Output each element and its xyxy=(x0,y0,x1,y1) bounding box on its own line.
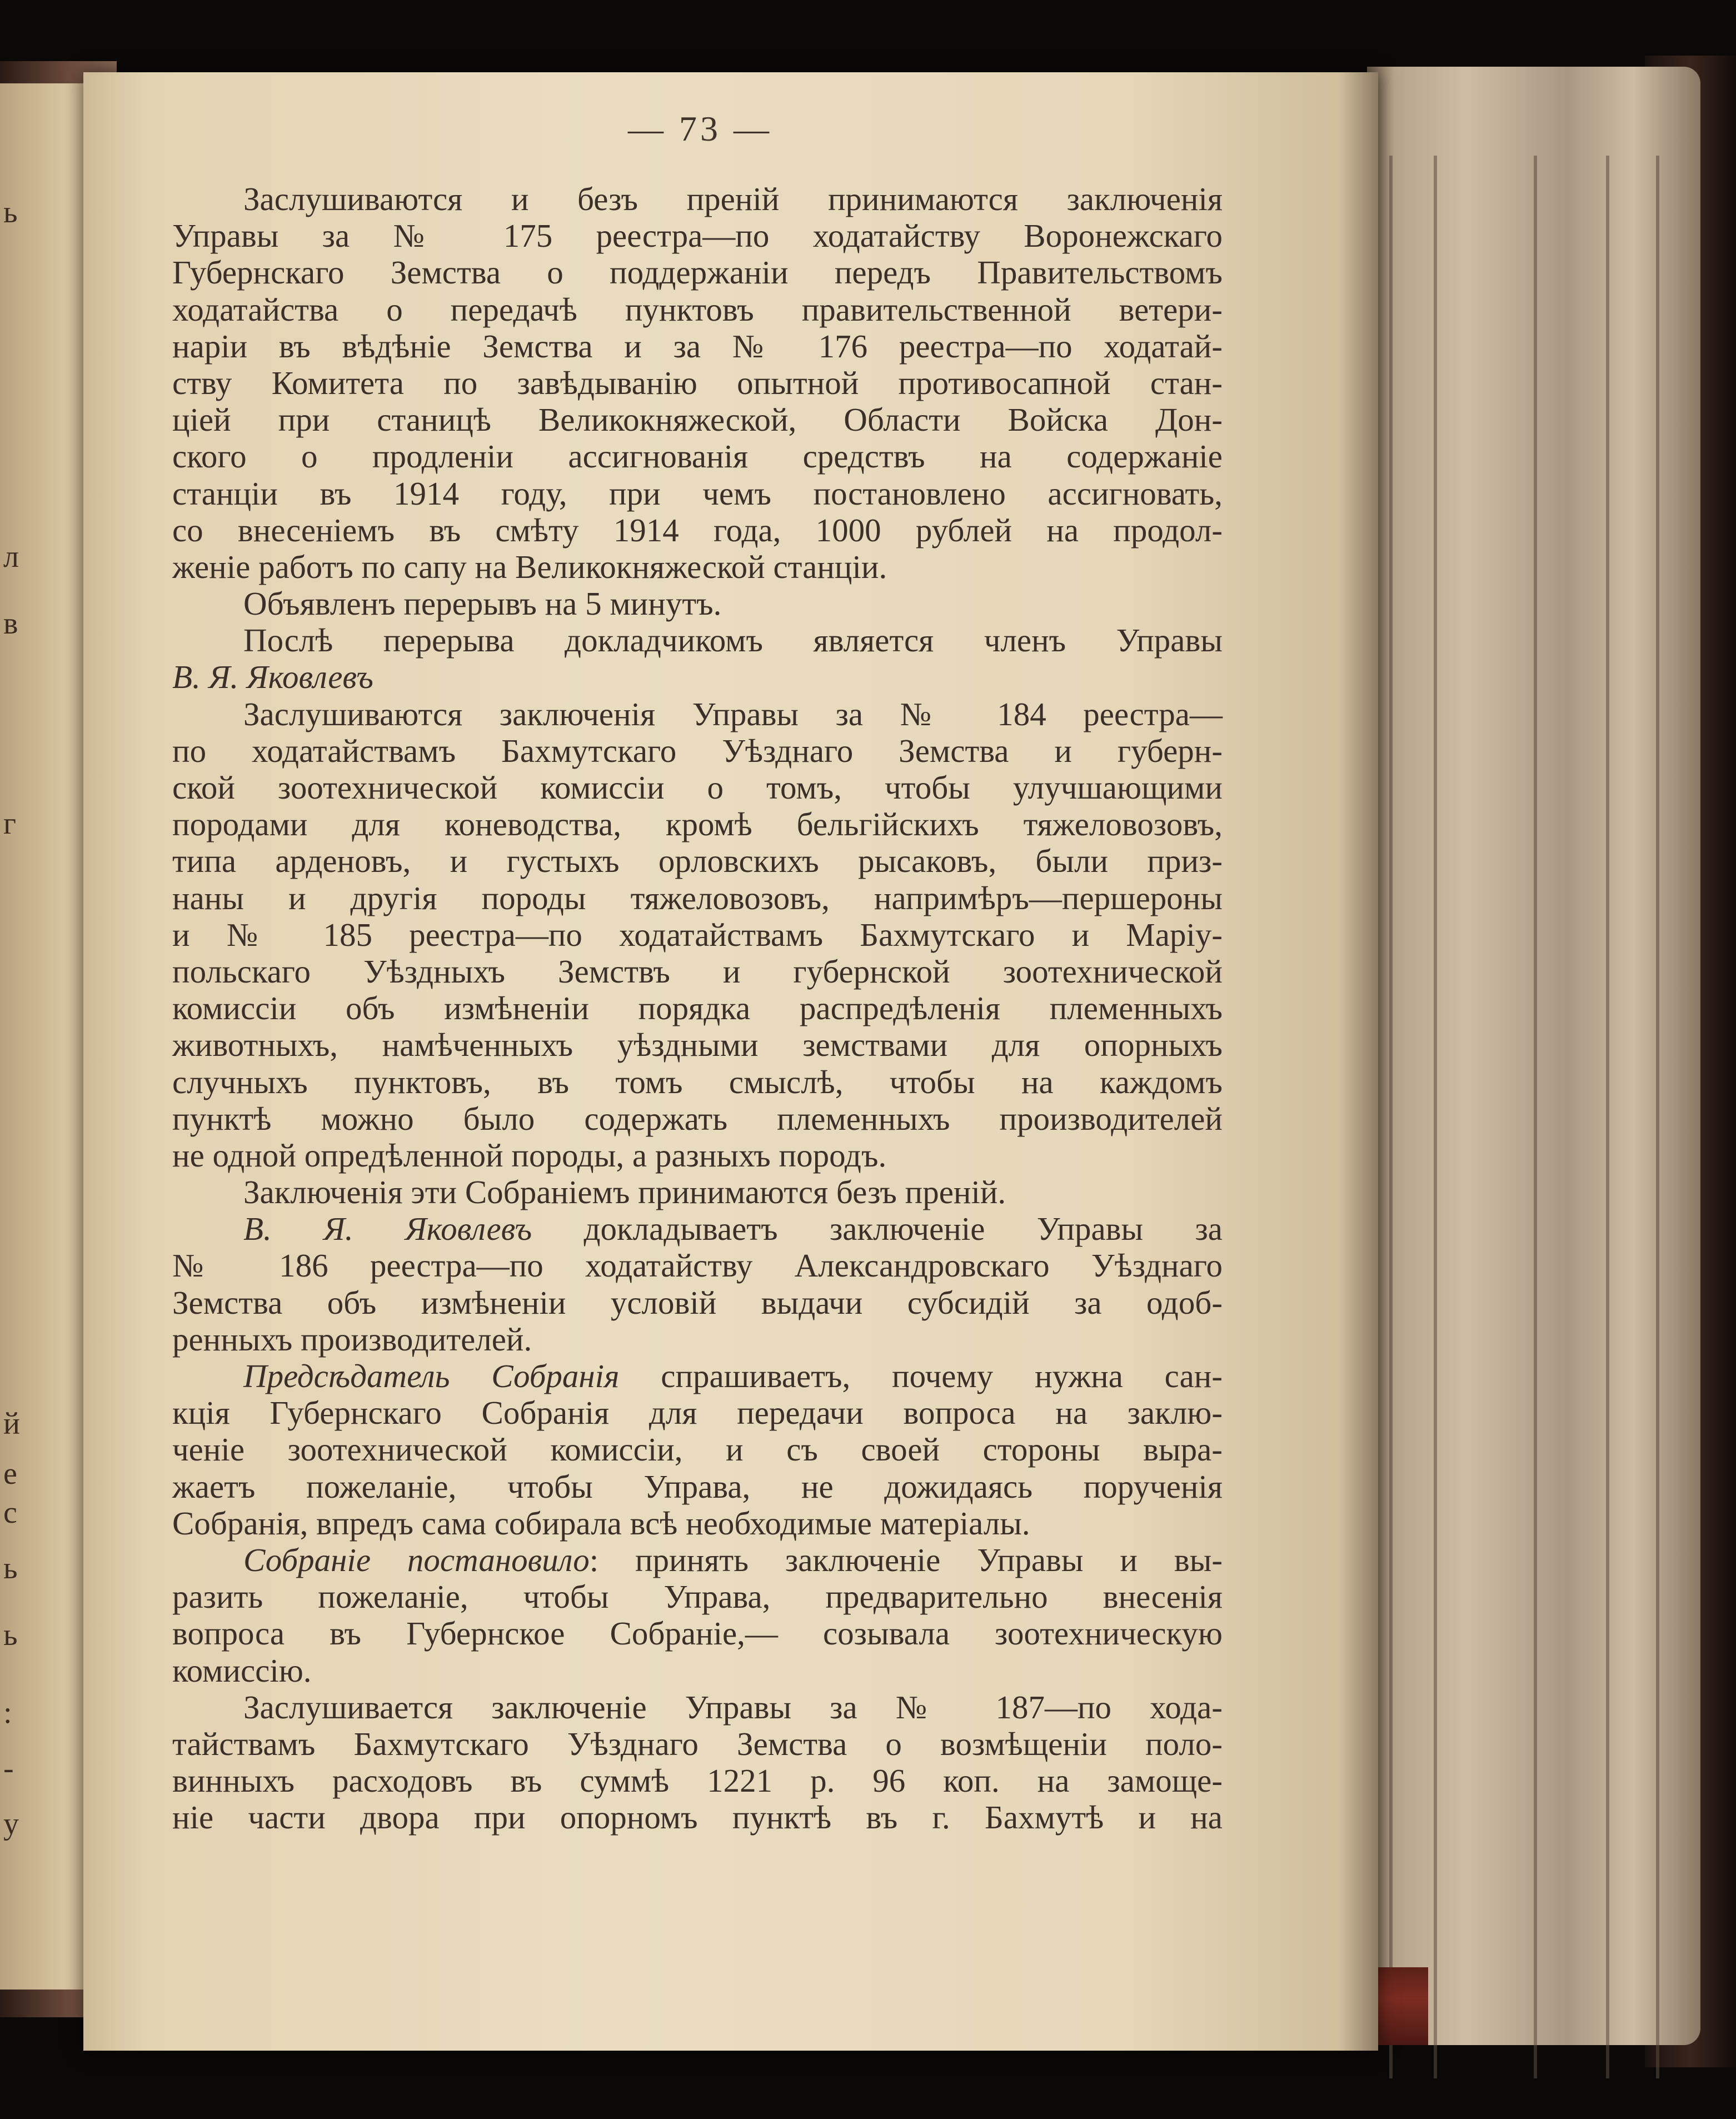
text-line xyxy=(172,512,1223,549)
text-line xyxy=(172,401,1223,438)
line-text: по ходатайствамъ Бахмутскаго Уѣзднаго Земства и губерн- xyxy=(172,732,1223,769)
text-line xyxy=(172,585,1223,622)
text-line xyxy=(172,1505,1223,1542)
text-line xyxy=(172,1100,1223,1137)
text-line xyxy=(172,842,1223,879)
text-line xyxy=(172,769,1223,806)
speaker-name: В. Я. Яковлевъ xyxy=(243,1210,532,1248)
text-line xyxy=(172,953,1223,990)
edge-glyph: - xyxy=(3,1751,14,1786)
line-text: животныхъ, намѣченныхъ уѣздными земствами для опорныхъ xyxy=(172,1026,1223,1064)
text-line xyxy=(172,1284,1223,1321)
line-text: ченіе зоотехнической комиссіи, и съ своей стороны выра- xyxy=(172,1431,1223,1468)
line-text: ской зоотехнической комиссіи о томъ, чтобы улучшающими xyxy=(172,769,1223,806)
line-text: ству Комитета по завѣдыванію опытной противосапной стан- xyxy=(172,364,1223,401)
text-line xyxy=(172,438,1223,475)
text-line xyxy=(172,291,1223,328)
line-text: со внесеніемъ въ смѣту 1914 года, 1000 рублей на продол- xyxy=(172,511,1223,549)
line-text: ходатайства о передачѣ пунктовъ правительственной ветери- xyxy=(172,291,1223,328)
line-text: Заслушиваются и безъ преній принимаются заключенія xyxy=(243,181,1223,217)
text-line xyxy=(172,1799,1223,1836)
line-text: ренныхъ производителей. xyxy=(172,1320,532,1358)
line-text: комиссіи объ измѣненіи порядка распредѣленія племенныхъ xyxy=(172,990,1223,1027)
line-text: пунктѣ можно было содержать племенныхъ производителей xyxy=(172,1100,1223,1137)
line-text: винныхъ расходовъ въ суммѣ 1221 р. 96 коп. на замоще- xyxy=(172,1762,1223,1799)
edge-glyph: с xyxy=(3,1495,17,1530)
line-text: Заслушиваются заключенія Управы за № 184 реестра— xyxy=(243,695,1223,732)
line-text: Послѣ перерыва докладчикомъ является членъ Управы xyxy=(243,622,1223,659)
text-line xyxy=(172,1726,1223,1762)
text-line xyxy=(172,1358,1223,1394)
text-line xyxy=(172,1247,1223,1284)
edge-glyph: ь xyxy=(3,1618,18,1652)
line-text: докладываетъ заключеніе Управы за xyxy=(532,1210,1223,1248)
text-line xyxy=(172,217,1223,254)
text-line xyxy=(172,732,1223,769)
edge-glyph: ь xyxy=(3,195,18,230)
text-line xyxy=(172,1064,1223,1100)
text-line xyxy=(172,990,1223,1026)
line-text: наріи въ вѣдѣніе Земства и за № 176 реестра—по ходатай- xyxy=(172,327,1223,365)
line-text: кція Губернскаго Собранія для передачи вопроса на заклю- xyxy=(172,1394,1223,1432)
text-line xyxy=(172,1468,1223,1505)
line-text: комиссію. xyxy=(172,1652,312,1689)
line-text: не одной опредѣленной породы, а разныхъ породъ. xyxy=(172,1136,887,1174)
text-line xyxy=(172,1689,1223,1726)
line-text: ского о продленіи ассигнованія средствъ на содержаніе xyxy=(172,438,1223,475)
text-line xyxy=(172,254,1223,291)
line-text: станціи въ 1914 году, при чемъ постановлено ассигновать, xyxy=(172,475,1223,512)
text-line xyxy=(172,880,1223,916)
text-line xyxy=(172,1615,1223,1652)
line-text: Заслушивается заключеніе Управы за № 187—по хода- xyxy=(243,1688,1223,1726)
text-line xyxy=(172,1026,1223,1063)
line-text: : принять заключеніе Управы и вы- xyxy=(589,1541,1223,1578)
line-text: Заключенія эти Собраніемъ принимаются безъ преній. xyxy=(243,1174,1006,1211)
left-page-edge-text xyxy=(0,83,33,1990)
page-edge xyxy=(1656,156,1659,2078)
page-body-text xyxy=(172,181,1223,1836)
line-text: ціей при станицѣ Великокняжеской, Области Войска Дон- xyxy=(172,401,1223,438)
page-edge xyxy=(1389,156,1393,2078)
text-line xyxy=(172,622,1223,659)
line-text: породами для коневодства, кромѣ бельгійскихъ тяжеловозовъ, xyxy=(172,806,1223,843)
line-text: разить пожеланіе, чтобы Управа, предварительно внесенія xyxy=(172,1578,1223,1616)
edge-glyph: г xyxy=(3,806,16,841)
speaker-name: Предсѣдатель Собранія xyxy=(243,1358,620,1394)
text-line xyxy=(172,659,1223,695)
text-line xyxy=(172,1578,1223,1615)
text-line xyxy=(172,696,1223,732)
edge-glyph: й xyxy=(3,1407,20,1441)
line-text: Собранія, впредъ сама собирала всѣ необходимые матеріалы. xyxy=(172,1504,1030,1542)
edge-glyph: у xyxy=(3,1807,19,1841)
text-line xyxy=(172,1542,1223,1578)
text-line xyxy=(172,328,1223,365)
speaker-name: В. Я. Яковлевъ xyxy=(172,659,373,696)
line-text: № 186 реестра—по ходатайству Александровскаго Уѣзднаго xyxy=(172,1247,1223,1284)
text-line xyxy=(172,1137,1223,1174)
line-text: спрашиваетъ, почему нужна сан- xyxy=(619,1358,1223,1394)
line-text: случныхъ пунктовъ, въ томъ смыслѣ, чтобы на каждомъ xyxy=(172,1063,1223,1100)
edge-glyph: в xyxy=(3,606,18,641)
line-text: ніе части двора при опорномъ пунктѣ въ г. Бахмутѣ и на xyxy=(172,1799,1223,1836)
text-line xyxy=(172,549,1223,585)
text-line xyxy=(172,1394,1223,1431)
page-edge xyxy=(1606,156,1609,2078)
line-text: женіе работъ по сапу на Великокняжеской станціи. xyxy=(172,548,887,585)
text-line xyxy=(172,1652,1223,1689)
edge-glyph: л xyxy=(3,540,19,574)
line-text: вопроса въ Губернское Собраніе,— созывала зоотехническую xyxy=(172,1615,1223,1652)
page-edge xyxy=(1534,156,1537,2078)
edge-glyph: : xyxy=(3,1696,12,1730)
page-stack xyxy=(1367,67,1700,2045)
text-line xyxy=(172,1762,1223,1799)
text-line xyxy=(172,806,1223,842)
text-line xyxy=(172,475,1223,512)
line-text: Губернскаго Земства о поддержаніи передъ Правительствомъ xyxy=(172,254,1223,291)
text-line xyxy=(172,365,1223,401)
edge-glyph: е xyxy=(3,1457,17,1491)
line-text: Земства объ измѣненіи условій выдачи субсидій за одоб- xyxy=(172,1284,1223,1321)
text-line xyxy=(172,1321,1223,1358)
line-text: и № 185 реестра—по ходатайствамъ Бахмутскаго и Маріу- xyxy=(172,916,1223,953)
page-number: — 73 — xyxy=(628,109,772,148)
text-line xyxy=(172,1174,1223,1210)
line-text: типа арденовъ, и густыхъ орловскихъ рысаковъ, были приз- xyxy=(172,842,1223,880)
line-text: польскаго Уѣздныхъ Земствъ и губернской зоотехнической xyxy=(172,953,1223,990)
text-line xyxy=(172,181,1223,217)
text-line xyxy=(172,916,1223,953)
line-text: жаетъ пожеланіе, чтобы Управа, не дожидаясь порученія xyxy=(172,1468,1223,1505)
line-text: Управы за № 175 реестра—по ходатайству Воронежскаго xyxy=(172,217,1223,255)
text-line xyxy=(172,1431,1223,1468)
speaker-name: Собраніе постановило xyxy=(243,1541,590,1578)
text-line xyxy=(172,1210,1223,1247)
line-text: Объявленъ перерывъ на 5 минутъ. xyxy=(243,585,722,622)
edge-glyph: ь xyxy=(3,1551,18,1585)
page-edge xyxy=(1434,156,1437,2078)
line-text: наны и другія породы тяжеловозовъ, напримѣръ—першероны xyxy=(172,879,1223,916)
line-text: тайствамъ Бахмутскаго Уѣзднаго Земства о возмѣщеніи поло- xyxy=(172,1725,1223,1762)
